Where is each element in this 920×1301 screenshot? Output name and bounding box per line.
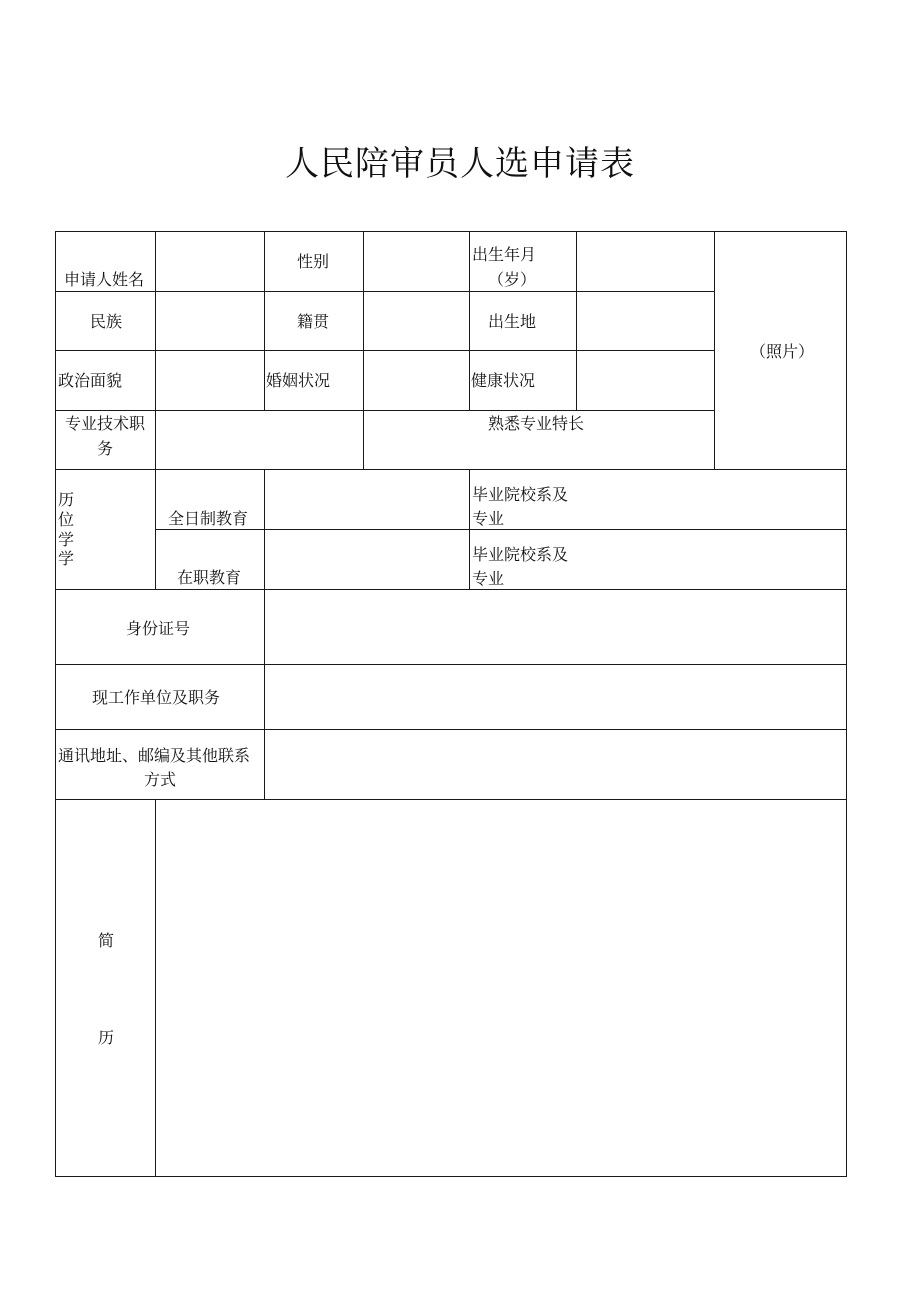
professional-title-field[interactable] bbox=[156, 411, 363, 469]
label-fulltime-school: 毕业院校系及 bbox=[472, 485, 569, 504]
inservice-education-field[interactable] bbox=[265, 530, 469, 589]
fulltime-school-field[interactable] bbox=[576, 470, 846, 529]
label-fulltime-major: 专业 bbox=[472, 509, 505, 528]
label-inservice-major: 专业 bbox=[472, 569, 505, 588]
label-contact: 通讯地址、邮编及其他联系 bbox=[58, 746, 251, 765]
label-education-4: 学 bbox=[58, 549, 75, 568]
col-divider bbox=[469, 231, 470, 410]
gender-field[interactable] bbox=[364, 232, 469, 291]
label-education-3: 学 bbox=[58, 530, 75, 549]
label-education-2: 位 bbox=[58, 510, 75, 529]
applicant-name-field[interactable] bbox=[156, 232, 264, 291]
inservice-school-field[interactable] bbox=[576, 530, 846, 589]
native-place-field[interactable] bbox=[364, 292, 469, 350]
label-marital-status: 婚姻状况 bbox=[266, 371, 331, 390]
label-political-status: 政治面貌 bbox=[58, 371, 123, 390]
birthplace-field[interactable] bbox=[577, 292, 714, 350]
col-divider bbox=[264, 231, 265, 410]
form-title: 人民陪审员人选申请表 bbox=[285, 144, 635, 184]
label-contact-cont: 方式 bbox=[144, 770, 177, 789]
label-inservice-education: 在职教育 bbox=[177, 568, 242, 587]
row-divider bbox=[55, 410, 715, 411]
label-education-1: 历 bbox=[58, 490, 75, 509]
political-status-field[interactable] bbox=[156, 351, 264, 410]
label-employer: 现工作单位及职务 bbox=[92, 688, 221, 707]
label-birth-age: （岁） bbox=[488, 270, 537, 289]
resume-field[interactable] bbox=[156, 800, 846, 1176]
label-professional-title: 专业技术职 bbox=[65, 414, 146, 433]
col-divider bbox=[469, 469, 470, 589]
label-resume-2: 历 bbox=[98, 1028, 115, 1047]
ethnicity-field[interactable] bbox=[156, 292, 264, 350]
fulltime-education-field[interactable] bbox=[265, 470, 469, 529]
marital-status-field[interactable] bbox=[364, 351, 469, 410]
label-inservice-school: 毕业院校系及 bbox=[472, 545, 569, 564]
label-resume-1: 简 bbox=[98, 931, 115, 950]
label-id-number: 身份证号 bbox=[126, 619, 191, 638]
label-photo: （照片） bbox=[750, 342, 815, 361]
label-fulltime-education: 全日制教育 bbox=[168, 509, 249, 528]
employer-field[interactable] bbox=[265, 665, 846, 729]
birth-date-field[interactable] bbox=[577, 232, 714, 291]
label-applicant-name: 申请人姓名 bbox=[64, 270, 145, 289]
label-ethnicity: 民族 bbox=[90, 312, 123, 331]
label-professional-title-cont: 务 bbox=[97, 439, 114, 458]
id-number-field[interactable] bbox=[265, 590, 846, 664]
label-birth-date: 出生年月 bbox=[472, 245, 537, 264]
label-gender: 性别 bbox=[297, 252, 330, 271]
label-native-place: 籍贯 bbox=[297, 312, 330, 331]
label-specialty: 熟悉专业特长 bbox=[488, 414, 585, 433]
contact-field[interactable] bbox=[265, 730, 846, 799]
label-birthplace: 出生地 bbox=[488, 312, 537, 331]
health-status-field[interactable] bbox=[577, 351, 714, 410]
label-health-status: 健康状况 bbox=[471, 371, 536, 390]
